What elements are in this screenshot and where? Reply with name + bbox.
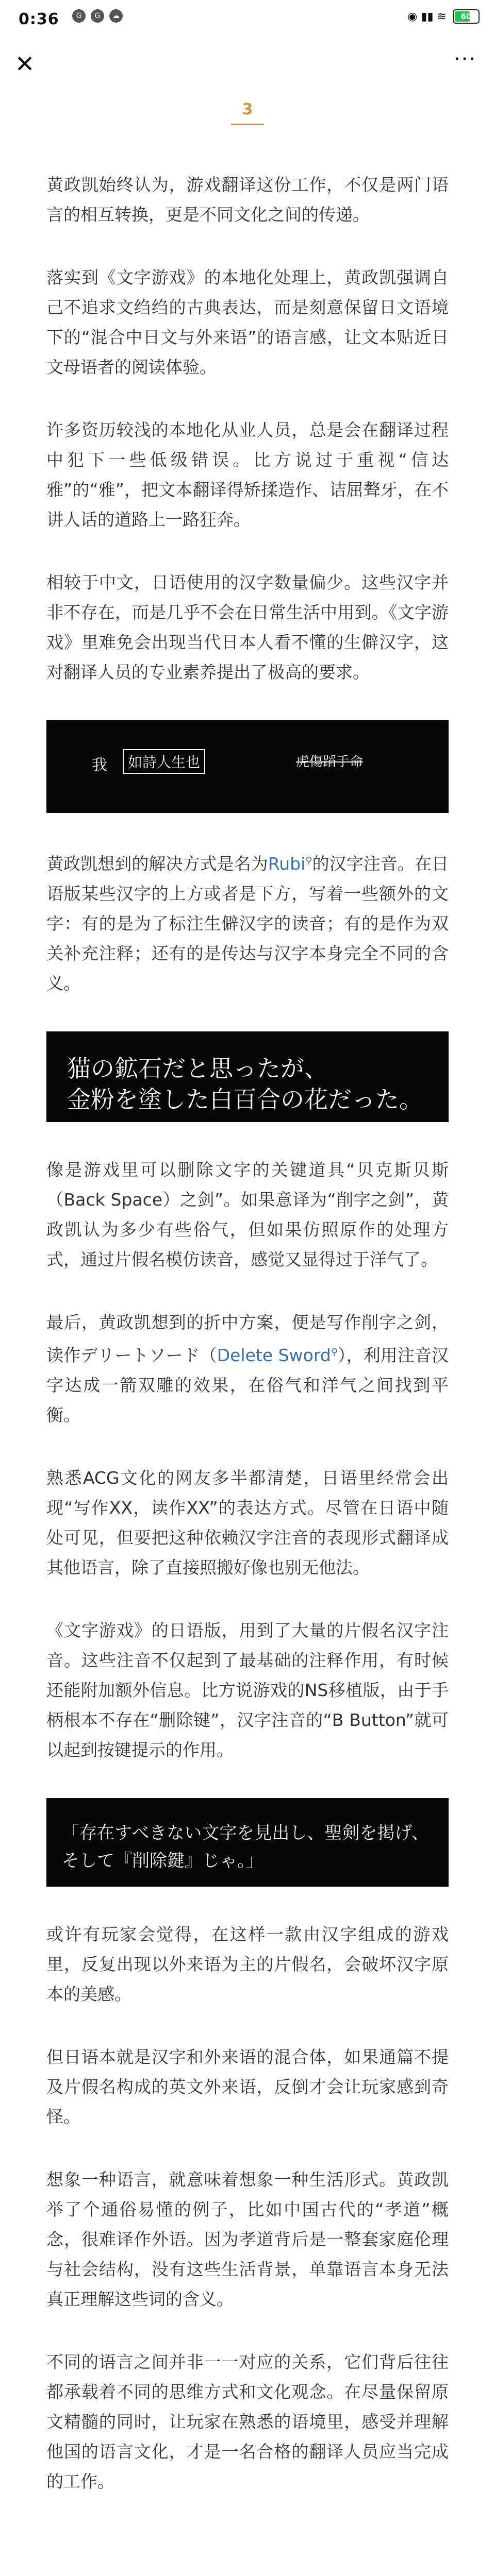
paragraph: 但日语本就是汉字和外来语的混合体，如果通篇不提及片假名构成的英文外来语，反倒才会让玩家感到奇怪。 — [46, 2047, 449, 2127]
rubi-link[interactable]: Rubi — [268, 854, 306, 874]
delete-sword-link[interactable]: Delete Sword — [217, 1345, 331, 1365]
paragraph: 像是游戏里可以删除文字的关键道具“贝克斯贝斯（Back Space）之剑”。如果意译为“削字之剑”，黄政凯认为多少有些俗气，但如果仿照原作的处理方式，通过片假名模仿读音，感觉又显得过于洋气了。 — [46, 1160, 449, 1269]
screenshot-text: 我 — [92, 756, 107, 774]
more-options-icon[interactable]: ··· — [453, 47, 477, 71]
battery-icon — [453, 9, 480, 24]
paragraph: 《文字游戏》的日语版，用到了大量的片假名汉字注音。这些注音不仅起到了最基础的注释作用，有时候还能附加额外信息。比方说游戏的NS移植版，由于手柄根本不存在“删除键”，汉字注音的“B Button”就可以起到按键提示的作用。 — [46, 1620, 449, 1760]
app-notification-icon: G — [91, 9, 104, 23]
close-icon[interactable]: ✕ — [14, 50, 35, 78]
screenshot-line: 「存在すべきない文字を見出し、聖剣を掲げ、 — [62, 1823, 429, 1843]
paragraph: 想象一种语言，就意味着想象一种生活形式。黄政凯举了个通俗易懂的例子，比如中国古代的“孝道”概念，很难译作外语。因为孝道背后是一整套家庭伦理与社会结构，没有这些生活背景，单靠语言本身无法真正理解这些词的含义。 — [46, 2170, 449, 2309]
battery-percent: 60 — [460, 12, 472, 21]
search-icon[interactable]: ⚲ — [305, 855, 312, 866]
screenshot-text-struck: 虎傷蹈手命 — [296, 754, 364, 770]
status-time: 0:36 — [19, 10, 59, 28]
status-right — [407, 9, 480, 24]
screenshot-text-boxed: 如詩人生也 — [123, 749, 205, 774]
game-screenshot-ruby — [46, 720, 449, 813]
section-number: 3 — [242, 100, 253, 118]
app-notification-icon: G — [72, 9, 86, 23]
search-icon[interactable]: ⚲ — [331, 1347, 338, 1358]
cloud-icon: ☁ — [109, 9, 123, 23]
paragraph: 最后，黄政凯想到的折中方案，便是写作削字之剑，读作デリートソード（Delete Sword⚲），利用注音汉字达成一箭双雕的效果，在俗气和洋气之间找到平衡。 — [46, 1312, 449, 1425]
paragraph: 许多资历较浅的本地化从业人员，总是会在翻译过程中犯下一些低级错误。比方说过于重视“信达雅”的“雅”，把文本翻译得矫揉造作、诘屈聱牙，在不讲人话的道路上一路狂奔。 — [46, 420, 449, 530]
nav-bar — [0, 41, 495, 88]
screenshot-line: 猫の鉱石だと思ったが、 — [67, 1055, 328, 1082]
section-underline — [231, 124, 264, 125]
paragraph: 不同的语言之间并非一一对应的关系，它们背后往往都承载着不同的思维方式和文化观念。在尽量保留原文精髓的同时，让玩家在熟悉的语境里，感受并理解他国的语言文化，才是一名合格的翻译人员应当完成的工作。 — [46, 2352, 449, 2492]
paragraph: 黄政凯想到的解决方式是名为Rubi⚲的汉字注音。在日语版某些汉字的上方或者是下方，写着一些额外的文字：有的是为了标注生僻汉字的读音；有的是作为双关补充注释；还有的是传达与汉字本身完全不同的含义。 — [46, 854, 449, 993]
game-screenshot-furigana — [46, 1031, 449, 1122]
paragraph: 落实到《文字游戏》的本地化处理上，黄政凯强调自己不追求文绉绉的古典表达，而是刻意保留日文语境下的“混合中日文与外来语”的语言感，让文本贴近日文母语者的阅读体验。 — [46, 267, 449, 377]
paragraph: 黄政凯始终认为，游戏翻译这份工作，不仅是两门语言的相互转换，更是不同文化之间的传递。 — [46, 175, 449, 225]
notification-icons — [72, 9, 123, 23]
game-screenshot-dialogue — [46, 1798, 449, 1887]
article-body — [46, 170, 449, 2530]
paragraph: 相较于中文，日语使用的汉字数量偏少。这些汉字并非不存在，而是几乎不会在日常生活中用到。《文字游戏》里难免会出现当代日本人看不懂的生僻汉字，这对翻译人员的专业素养提出了极高的要求。 — [46, 572, 449, 682]
screenshot-line: そして『削除鍵』じゃ。」 — [62, 1851, 263, 1871]
screenshot-line: 金粉を塗した白百合の花だった。 — [67, 1086, 423, 1113]
status-bar — [0, 0, 495, 41]
paragraph: 熟悉ACG文化的网友多半都清楚，日语里经常会出现“写作XX，读作XX”的表达方式。尽管在日语中随处可见，但要把这种依赖汉字注音的表现形式翻译成其他语言，除了直接照搬好像也别无他法。 — [46, 1468, 449, 1578]
paragraph: 或许有玩家会觉得，在这样一款由汉字组成的游戏里，反复出现以外来语为主的片假名，会破坏汉字原本的美感。 — [46, 1924, 449, 2004]
signal-wifi-icon: ◉ ▮▮ ≋ — [407, 10, 447, 23]
